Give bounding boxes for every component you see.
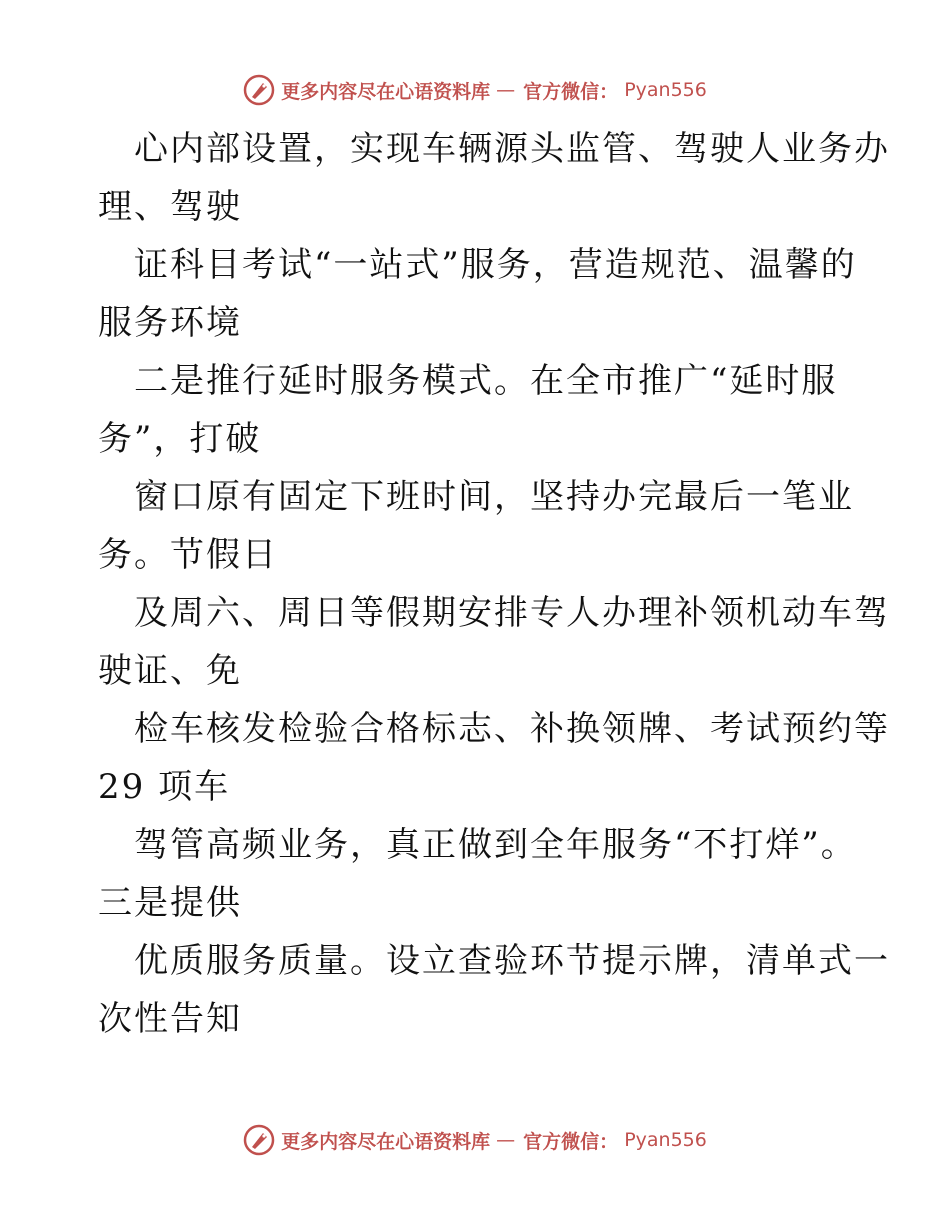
body-line: 驾管高频业务，真正做到全年服务“不打烊”。 bbox=[134, 825, 857, 865]
banner-dash: — bbox=[496, 79, 516, 101]
pen-nib-logo-icon bbox=[243, 1124, 275, 1156]
body-line: 检车核发检验合格标志、补换领牌、考试预约等 bbox=[134, 709, 890, 749]
header-banner bbox=[0, 70, 950, 110]
document-body bbox=[98, 120, 890, 1048]
body-line: 及周六、周日等假期安排专人办理补领机动车驾 bbox=[134, 593, 890, 633]
body-line: 窗口原有固定下班时间，坚持办完最后一笔业 bbox=[134, 477, 854, 517]
banner-main-text: 更多内容尽在心语资料库 bbox=[281, 80, 491, 103]
banner-dash: — bbox=[496, 1129, 516, 1151]
body-line: 理、驾驶 bbox=[98, 187, 242, 227]
banner-wechat-id: Pyan556 bbox=[624, 1129, 707, 1151]
body-line: 服务环境 bbox=[98, 303, 242, 343]
body-line: 29 项车 bbox=[98, 767, 231, 807]
banner-wechat-label: 官方微信： bbox=[523, 1130, 619, 1153]
body-line: 务”，打破 bbox=[98, 419, 262, 459]
banner-main-text: 更多内容尽在心语资料库 bbox=[281, 1130, 491, 1153]
pen-nib-logo-icon bbox=[243, 74, 275, 106]
footer-banner bbox=[0, 1120, 950, 1160]
body-line: 优质服务质量。设立查验环节提示牌，清单式一 bbox=[134, 941, 890, 981]
body-line: 证科目考试“一站式”服务，营造规范、温馨的 bbox=[134, 245, 857, 285]
body-line: 次性告知 bbox=[98, 999, 242, 1039]
body-line: 心内部设置，实现车辆源头监管、驾驶人业务办 bbox=[134, 129, 890, 169]
banner-wechat-label: 官方微信： bbox=[523, 80, 619, 103]
body-line: 三是提供 bbox=[98, 883, 242, 923]
body-line: 驶证、免 bbox=[98, 651, 242, 691]
body-line: 二是推行延时服务模式。在全市推广“延时服 bbox=[134, 361, 838, 401]
banner-wechat-id: Pyan556 bbox=[624, 79, 707, 101]
body-line: 务。节假日 bbox=[98, 535, 278, 575]
